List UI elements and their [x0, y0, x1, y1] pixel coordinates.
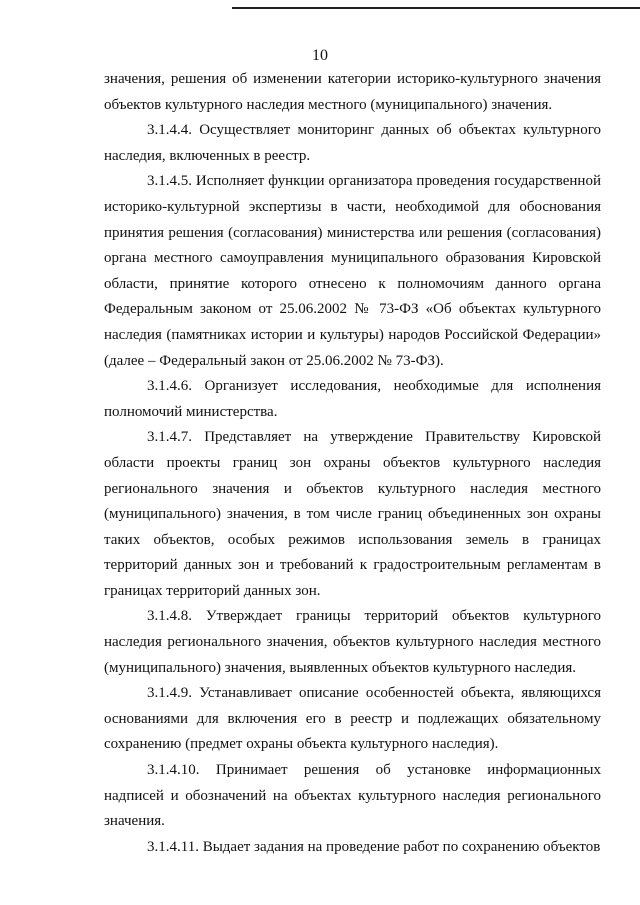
paragraph-continuation: значения, решения об изменении категории историко-культурного значения объектов культурного наследия местного (муниципального) значения. [104, 71, 601, 113]
paragraph-3-1-4-4: 3.1.4.4. Осуществляет мониторинг данных об объектах культурного наследия, включенных в реестр. [104, 122, 601, 164]
top-border-line [232, 7, 640, 9]
paragraph-3-1-4-5: 3.1.4.5. Исполняет функции организатора проведения государственной историко-культурной экспертизы в части, необходимой для обоснования принятия решения (согласования) министерства или решения (согласования) органа местного самоуправления муниципального образования Кировской области, принятие которого отнесено к полномочиям данного органа Федеральным законом от 25.06.2002 № 73-ФЗ «Об объектах культурного наследия (памятниках истории и культуры) народов Российской Федерации» (далее – Федеральный закон от 25.06.2002 № 73-ФЗ). [104, 173, 601, 369]
document-body [104, 67, 601, 860]
paragraph-3-1-4-8: 3.1.4.8. Утверждает границы территорий объектов культурного наследия регионального значения, объектов культурного наследия местного (муниципального) значения, выявленных объектов культурного наследия. [104, 608, 601, 676]
paragraph-3-1-4-9: 3.1.4.9. Устанавливает описание особенностей объекта, являющихся основаниями для включения его в реестр и подлежащих обязательному сохранению (предмет охраны объекта культурного наследия). [104, 685, 601, 753]
paragraph-3-1-4-6: 3.1.4.6. Организует исследования, необходимые для исполнения полномочий министерства. [104, 378, 601, 420]
paragraph-3-1-4-11: 3.1.4.11. Выдает задания на проведение работ по сохранению объектов [147, 838, 601, 855]
paragraph-3-1-4-10: 3.1.4.10. Принимает решения об установке информационных надписей и обозначений на объектах культурного наследия регионального значения. [104, 762, 601, 830]
page-number: 10 [312, 47, 328, 64]
paragraph-3-1-4-7: 3.1.4.7. Представляет на утверждение Правительству Кировской области проекты границ зон охраны объектов культурного наследия регионального значения и объектов культурного наследия местного (муниципального) значения, в том числе границ объединенных зон охраны таких объектов, особых режимов использования земель в границах территорий данных зон и требований к градостроительным регламентам в границах территорий данных зон. [104, 429, 601, 599]
